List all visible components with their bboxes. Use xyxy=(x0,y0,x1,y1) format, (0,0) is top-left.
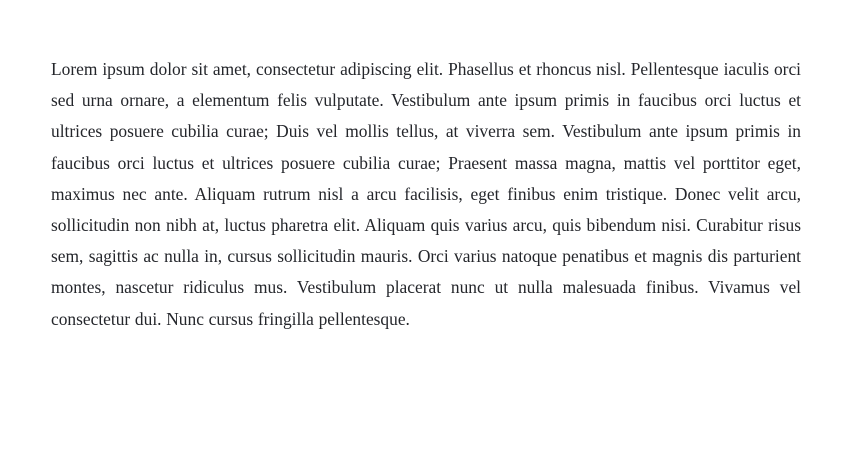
document-body xyxy=(51,54,801,335)
paragraph: Lorem ipsum dolor sit amet, consectetur adipiscing elit. Phasellus et rhoncus nisl. Pellentesque iaculis orci sed urna ornare, a elementum felis vulputate. Vestibulum ante ipsum primis in faucibus orci luctus et ultrices posuere cubilia curae; Duis vel mollis tellus, at viverra sem. Vestibulum ante ipsum primis in faucibus orci luctus et ultrices posuere cubilia curae; Praesent massa magna, mattis vel porttitor eget, maximus nec ante. Aliquam rutrum nisl a arcu facilisis, eget finibus enim tristique. Donec velit arcu, sollicitudin non nibh at, luctus pharetra elit. Aliquam quis varius arcu, quis bibendum nisi. Curabitur risus sem, sagittis ac nulla in, cursus sollicitudin mauris. Orci varius natoque penatibus et magnis dis parturient montes, nascetur ridiculus mus. Vestibulum placerat nunc ut nulla malesuada finibus. Vivamus vel consectetur dui. Nunc cursus fringilla pellentesque. xyxy=(51,59,801,329)
